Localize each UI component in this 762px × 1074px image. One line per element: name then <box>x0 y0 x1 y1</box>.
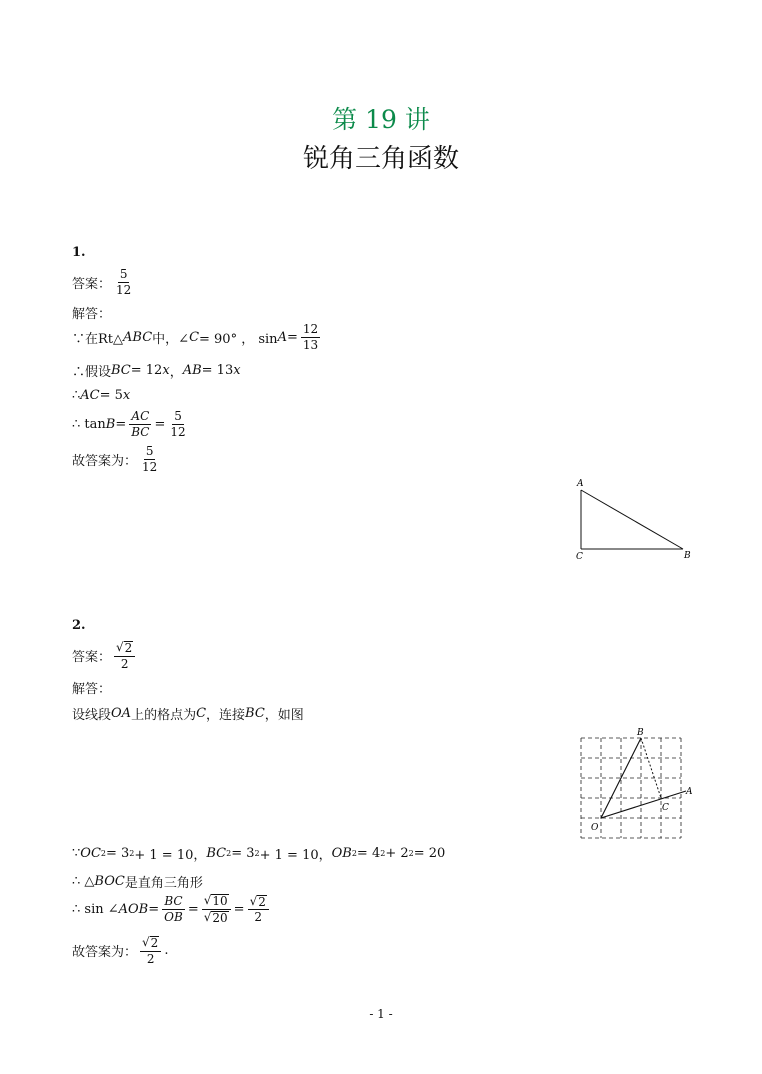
conclusion-label: 故答案为： <box>72 945 138 961</box>
denominator: 2 <box>120 656 129 671</box>
numerator: 5 <box>145 444 154 458</box>
denominator: 12 <box>116 282 132 297</box>
q1-triangle-figure <box>570 474 700 564</box>
var: OA <box>111 706 132 721</box>
denominator: 2 <box>254 910 263 925</box>
q1-line-3 <box>72 388 130 403</box>
radicand: 2 <box>150 936 159 950</box>
var: AC <box>80 388 100 403</box>
numerator <box>140 936 161 952</box>
sqrt-fraction <box>202 894 231 924</box>
denominator: BC <box>131 424 150 439</box>
answer-fraction <box>114 268 133 296</box>
radical-sign: √ <box>249 893 258 908</box>
answer-label: 答案： <box>72 276 112 292</box>
text: = 3 <box>105 846 130 861</box>
side-AB <box>581 490 683 549</box>
q1-line-1 <box>72 323 323 351</box>
var: B <box>105 416 116 432</box>
solution-label: 解答： <box>72 307 112 322</box>
denominator: OB <box>164 909 183 924</box>
text: ∴ △ <box>72 874 95 889</box>
text: = 12 <box>130 363 163 378</box>
exp: 2 <box>408 849 414 858</box>
denominator: 12 <box>142 459 158 474</box>
text: 是直角三角形 <box>124 876 203 891</box>
exp: 2 <box>351 849 357 858</box>
conclusion-fraction <box>140 936 161 965</box>
sqrt <box>142 936 159 950</box>
radicand: 10 <box>212 894 228 908</box>
label-A: A <box>686 787 693 797</box>
q2-line-2 <box>72 844 445 863</box>
radicand: 2 <box>124 641 133 655</box>
var: OC <box>80 846 101 861</box>
text: = <box>154 416 166 432</box>
label-O: O <box>591 823 599 833</box>
text: ∴假设 <box>72 365 112 380</box>
q1-solution-label <box>72 303 111 322</box>
answer-fraction <box>114 641 135 670</box>
var: C <box>196 706 207 721</box>
text: 设线段 <box>72 708 112 723</box>
text: = 5 <box>99 388 123 403</box>
numerator: 5 <box>174 409 182 423</box>
numerator: 12 <box>302 322 319 336</box>
segment-OA <box>601 791 686 818</box>
text: = 20 <box>413 846 446 861</box>
conclusion-fraction <box>140 445 159 473</box>
text: 中，∠ <box>152 331 190 347</box>
var: AB <box>182 363 202 378</box>
exp: 2 <box>226 849 232 858</box>
sqrt <box>204 894 229 908</box>
numerator: 5 <box>119 267 128 281</box>
var: OB <box>331 846 352 861</box>
text: ∵ <box>72 846 81 861</box>
tan-fraction <box>129 410 151 438</box>
text: = <box>187 901 199 917</box>
page-number: - 1 - <box>369 1007 393 1021</box>
radical-sign: √ <box>116 640 124 654</box>
radical-sign: √ <box>142 935 150 949</box>
text: = 3 <box>231 846 255 861</box>
denominator <box>202 910 231 925</box>
page-title: 锐角三角函数 <box>302 144 459 174</box>
lecture-number: 第 19 讲 <box>332 105 430 134</box>
segment-OB <box>601 738 641 818</box>
numerator <box>202 894 231 910</box>
q1-line-4 <box>72 410 191 438</box>
var: C <box>189 329 200 345</box>
segment-BC <box>641 738 661 798</box>
label-C: C <box>662 803 669 813</box>
text: = 90° ， sin <box>199 331 278 347</box>
value-fraction <box>168 410 187 438</box>
exp: 2 <box>100 849 106 858</box>
label-C: C <box>576 552 583 562</box>
var: x <box>122 388 131 403</box>
conclusion-label: 故答案为： <box>72 453 138 469</box>
solution-label: 解答： <box>72 682 112 697</box>
text: ∴ tan <box>72 416 106 432</box>
q1-line-2 <box>72 361 241 380</box>
text: = 4 <box>356 846 381 861</box>
numerator: AC <box>131 409 150 423</box>
text: + 1 = 10， <box>134 848 207 863</box>
radical-sign: √ <box>203 893 212 907</box>
text: ∴ <box>72 388 81 403</box>
period: . <box>164 943 169 959</box>
label-B: B <box>637 728 644 738</box>
var: BC <box>245 706 265 721</box>
q2-line-1 <box>72 704 304 723</box>
text: + 2 <box>385 846 409 861</box>
sqrt <box>204 911 229 925</box>
exp: 2 <box>129 849 135 858</box>
q1-answer <box>72 268 136 296</box>
result-fraction <box>248 895 269 924</box>
sqrt <box>250 895 267 909</box>
question-2-number: 2. <box>72 618 86 633</box>
numerator <box>248 895 269 911</box>
text: = <box>286 329 298 345</box>
q1-conclusion <box>72 445 162 473</box>
label-B: B <box>684 551 691 561</box>
text: ， <box>169 365 183 380</box>
text: ∴ sin ∠ <box>72 901 119 917</box>
denominator: 2 <box>146 951 155 966</box>
q2-line-4 <box>72 894 272 924</box>
radicand: 2 <box>258 894 266 909</box>
exp: 2 <box>380 849 386 858</box>
text: 上的格点为 <box>131 708 197 723</box>
q2-answer <box>72 641 138 670</box>
var: AOB <box>118 901 149 917</box>
text: ，如图 <box>264 708 304 723</box>
q2-grid-figure <box>574 724 696 844</box>
var: A <box>277 329 287 345</box>
q2-conclusion <box>72 936 168 965</box>
var: x <box>233 363 241 378</box>
sqrt <box>116 641 133 655</box>
q2-line-3 <box>72 872 203 891</box>
text: ∵在Rt△ <box>72 331 124 347</box>
label-A: A <box>577 479 584 489</box>
text: = <box>148 901 160 917</box>
numerator <box>114 641 135 657</box>
text: = <box>115 416 127 432</box>
question-1-number: 1. <box>72 245 86 260</box>
var: BC <box>206 846 227 861</box>
var: ABC <box>123 329 153 345</box>
radical-sign: √ <box>203 909 212 924</box>
text: = <box>233 901 245 917</box>
q2-solution-label <box>72 678 111 697</box>
text: + 1 = 10， <box>259 848 332 863</box>
denominator: 12 <box>170 424 186 439</box>
exp: 2 <box>254 849 260 858</box>
sin-fraction <box>301 323 320 351</box>
radicand: 20 <box>212 910 228 925</box>
sin-fraction <box>162 895 185 923</box>
var: x <box>162 363 170 378</box>
text: ，连接 <box>206 708 246 723</box>
var: BC <box>111 363 131 378</box>
denominator: 13 <box>302 337 319 352</box>
answer-label: 答案： <box>72 650 112 666</box>
numerator: BC <box>164 894 183 908</box>
text: = 13 <box>201 363 234 378</box>
var: BOC <box>94 874 125 889</box>
